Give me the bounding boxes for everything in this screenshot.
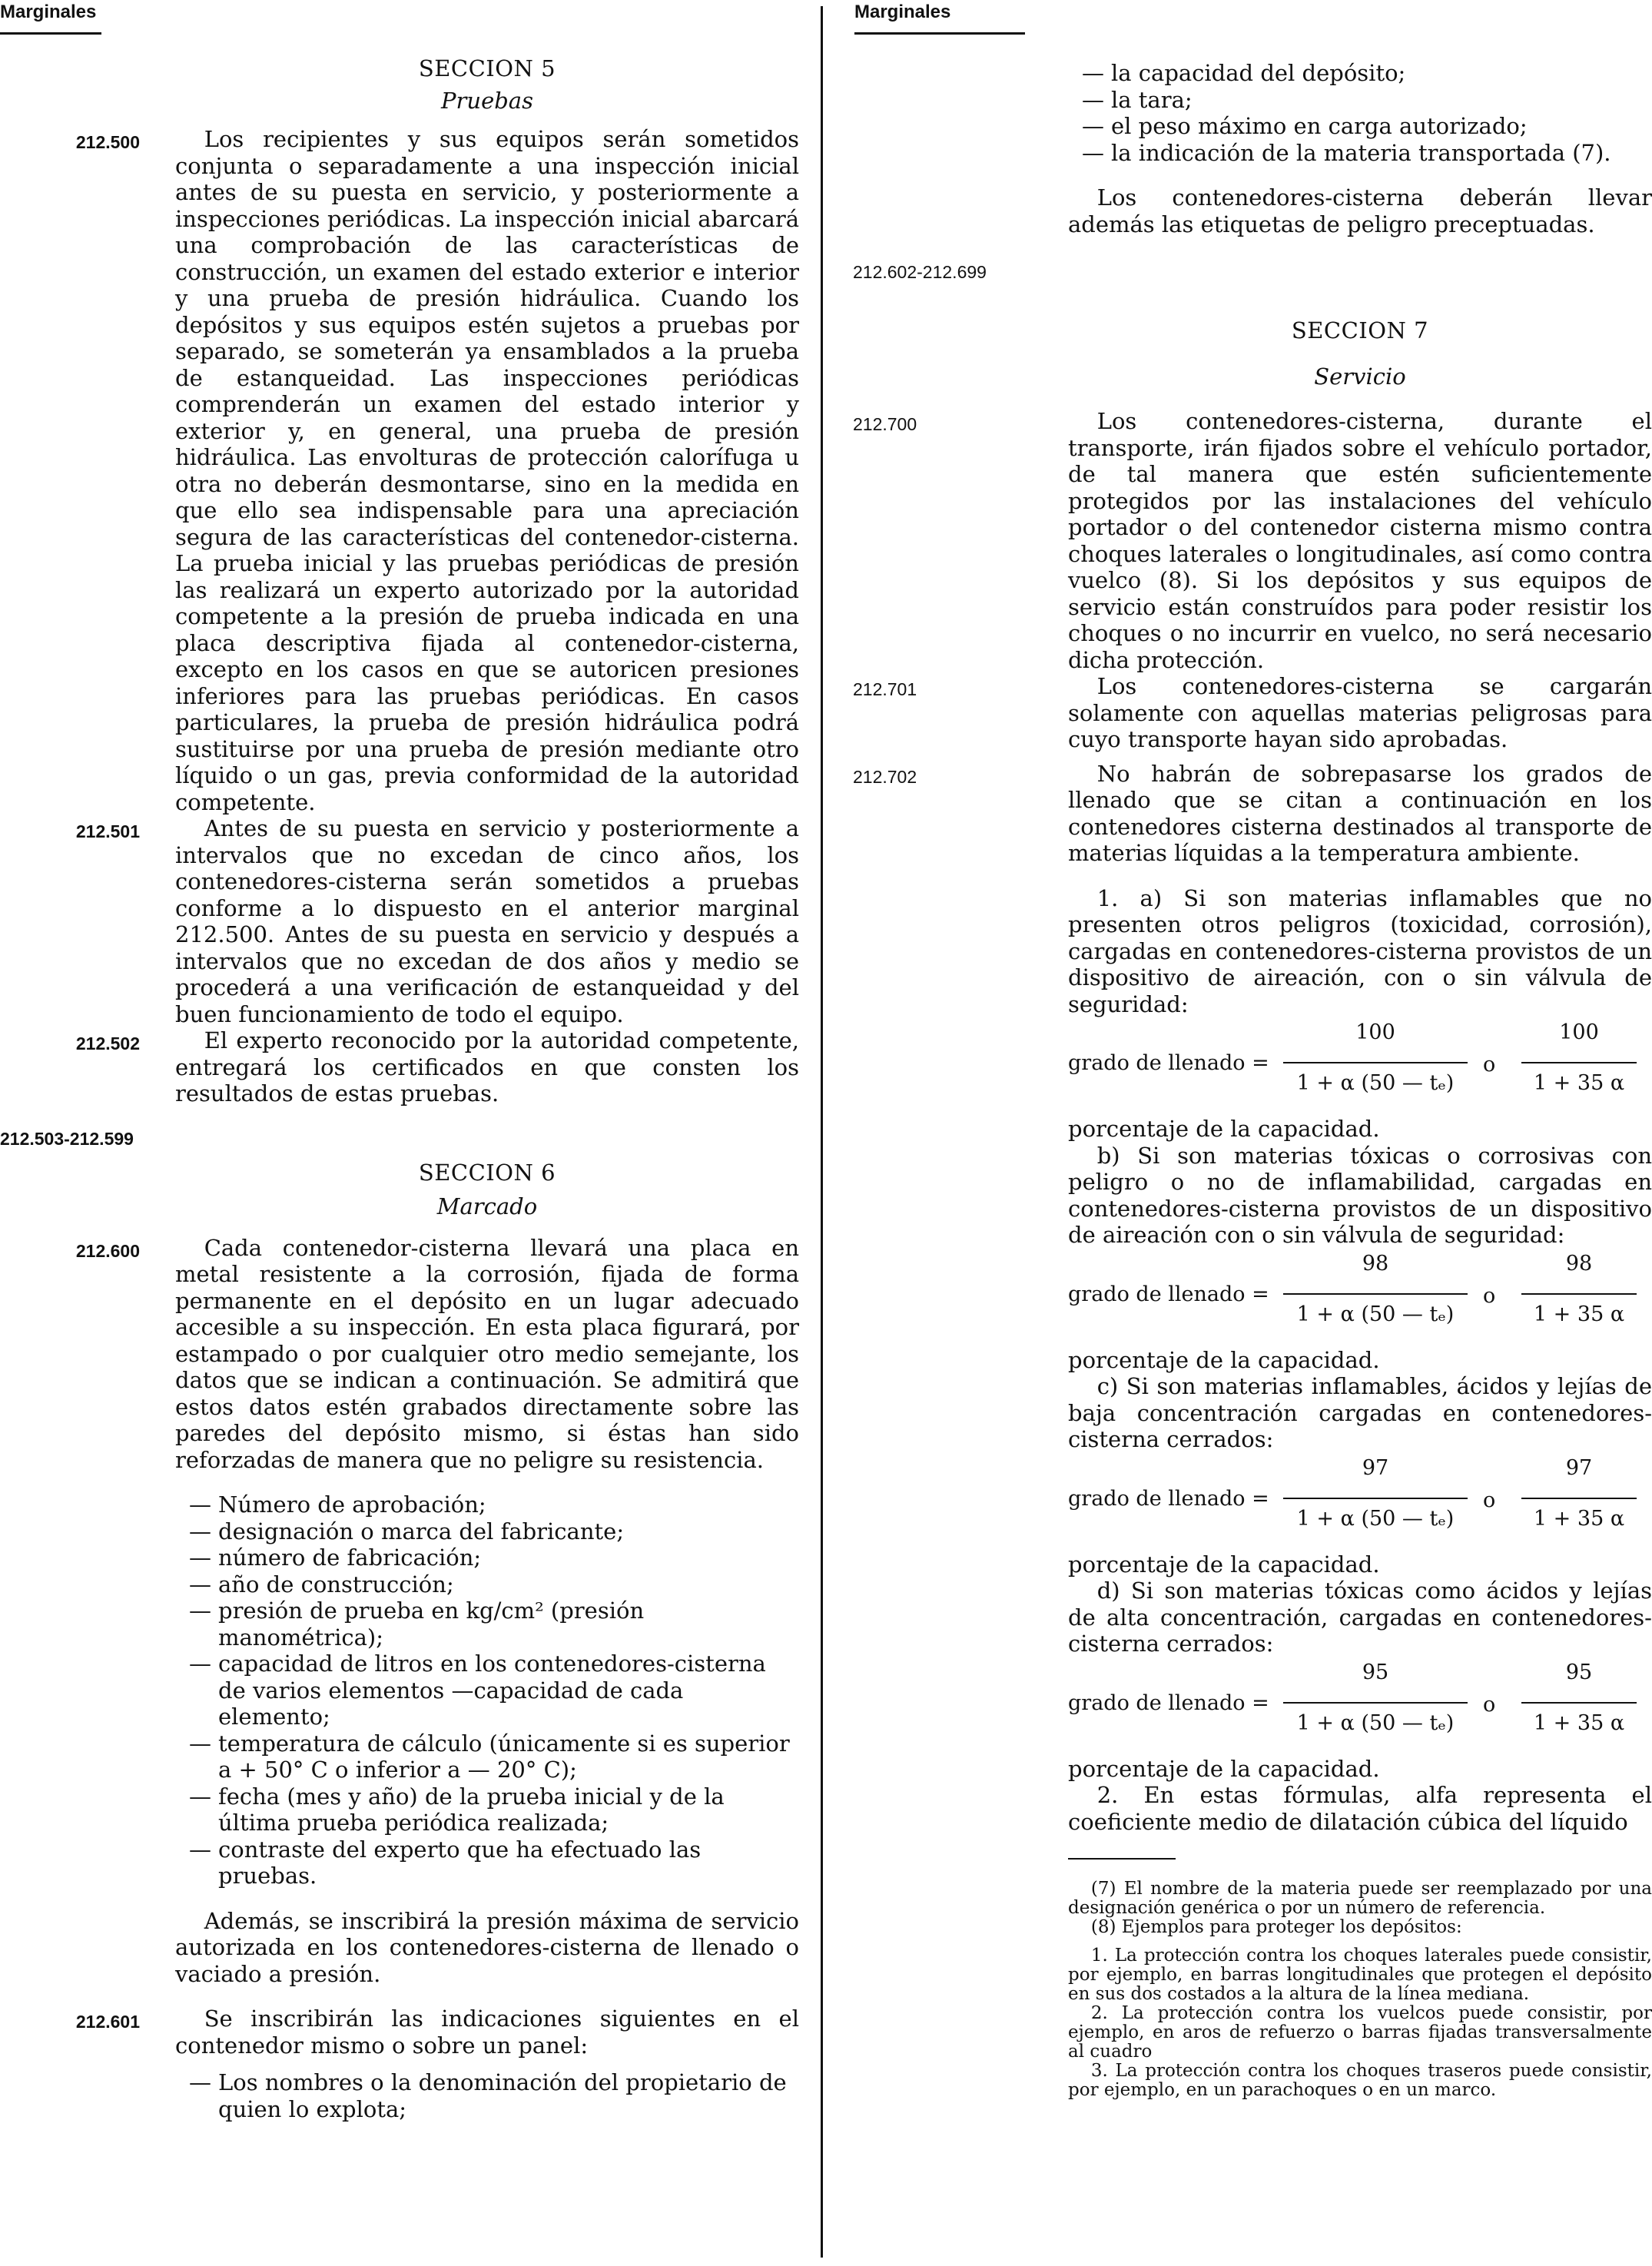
marginal-212-702 bbox=[853, 761, 1652, 867]
section-6-subtitle: Marcado bbox=[436, 1193, 538, 1219]
percentage-label: porcentaje de la capacidad. bbox=[1068, 1551, 1380, 1578]
formula-numerator-2: 95 bbox=[1565, 1660, 1593, 1684]
formula-lhs: grado de llenado = bbox=[1068, 1282, 1269, 1306]
footnote-8: (8) Ejemplos para proteger los depósitos: bbox=[1090, 1917, 1462, 1937]
list-item: — la indicación de la materia transportada (7). bbox=[1082, 140, 1652, 167]
formula-denominator-2: 1 + 35 α bbox=[1533, 1710, 1625, 1735]
left-column bbox=[0, 54, 799, 2122]
formula-numerator-1: 95 bbox=[1362, 1660, 1389, 1684]
footnote-rule bbox=[1068, 1858, 1176, 1860]
column-divider bbox=[821, 6, 823, 2258]
footnote-7: (7) El nombre de la materia puede ser reemplazado por una designación genérica o por un número de referencia. bbox=[1068, 1879, 1652, 1918]
formula-numerator-2: 100 bbox=[1559, 1020, 1599, 1044]
panel-indications-list-continued bbox=[1068, 60, 1652, 166]
formula-or: o bbox=[1483, 1283, 1496, 1308]
footnotes bbox=[1068, 1879, 1652, 2100]
marginal-212-600 bbox=[0, 1235, 799, 1988]
panel-indications-list bbox=[175, 2069, 799, 2122]
marginal-number: 212.700 bbox=[853, 414, 917, 434]
formula-denominator-1: 1 + α (50 — tₑ) bbox=[1296, 1710, 1455, 1735]
fraction-bar bbox=[1521, 1702, 1637, 1704]
section-5-subtitle: Pruebas bbox=[441, 88, 533, 114]
formula-c bbox=[1068, 1453, 1652, 1551]
paragraph-case-b: b) Si son materias tóxicas o corrosivas con peligro o no de inflamabilidad, cargadas en contenedores-cisterna provistos de un dispositivo de aireación con o sin válvula de seguridad: bbox=[1068, 1142, 1652, 1248]
formula-b bbox=[1068, 1249, 1652, 1347]
paragraph-case-a: 1. a) Si son materias inflamables que no presenten otros peligros (toxicidad, corrosión), cargadas en contenedores-cisterna provistos de un dispositivo de aireación, con o sin válvula de seguridad: bbox=[1068, 884, 1652, 1017]
left-marginales-header: Marginales bbox=[0, 2, 97, 22]
formula-denominator-1: 1 + α (50 — tₑ) bbox=[1296, 1302, 1455, 1326]
continued-list-block bbox=[853, 60, 1652, 237]
paragraph-case-c: c) Si son materias inflamables, ácidos y lejías de baja concentración cargadas en contenedores-cisterna cerrados: bbox=[1068, 1373, 1652, 1452]
marginal-number: 212.702 bbox=[853, 766, 917, 787]
fraction-bar bbox=[1521, 1062, 1637, 1063]
list-item: — presión de prueba en kg/cm² (presión manométrica); bbox=[189, 1597, 799, 1651]
percentage-label: porcentaje de la capacidad. bbox=[1068, 1346, 1380, 1373]
marginal-number: 212.701 bbox=[853, 679, 917, 699]
filling-degree-block bbox=[1068, 885, 1652, 2101]
formula-denominator-1: 1 + α (50 — tₑ) bbox=[1296, 1071, 1455, 1095]
formula-lhs: grado de llenado = bbox=[1068, 1690, 1269, 1715]
marginal-number: 212.501 bbox=[75, 821, 140, 841]
formula-numerator-1: 97 bbox=[1362, 1455, 1389, 1480]
formula-numerator-2: 98 bbox=[1565, 1251, 1593, 1276]
percentage-label: porcentaje de la capacidad. bbox=[1068, 1116, 1380, 1142]
paragraph-212-600: Cada contenedor-cisterna llevará una placa en metal resistente a la corrosión, fijada de forma permanente en el depósito en un lugar adecuado accesible a su inspección. En esta placa figurará, por estampado o por cualquier otro medio semejante, los datos que se indican a continuación. Se admitirá que estos datos estén grabados directamente sobre las paredes del depósito mismo, si éstas han sido reforzadas de manera que no peligre su resistencia. bbox=[175, 1234, 799, 1473]
list-item: — número de fabricación; bbox=[189, 1544, 799, 1571]
formula-d bbox=[1068, 1657, 1652, 1756]
formula-lhs: grado de llenado = bbox=[1068, 1486, 1269, 1511]
marginal-212-501 bbox=[0, 815, 799, 1027]
formula-a bbox=[1068, 1017, 1652, 1116]
paragraph-212-600-b: Además, se inscribirá la presión máxima de servicio autorizada en los contenedores-cisterna de llenado o vaciado a presión. bbox=[175, 1907, 799, 1987]
marginal-212-500 bbox=[0, 126, 799, 815]
right-column bbox=[853, 60, 1652, 2100]
paragraph-alpha-definition: 2. En estas fórmulas, alfa representa el coeficiente medio de dilatación cúbica del líquido bbox=[1068, 1782, 1652, 1835]
list-item: — la capacidad del depósito; bbox=[1082, 60, 1652, 87]
paragraph-212-500: Los recipientes y sus equipos serán sometidos conjunta o separadamente a una inspección inicial antes de su puesta en servicio, y posteriormente a inspecciones periódicas. La inspección inicial abarcará una comprobación de las características de construcción, un examen del estado exterior e interior y una prueba de presión hidráulica. Cuando los depósitos y sus equipos estén sujetos a pruebas por separado, se someterán ya ensamblados a la prueba de estanqueidad. Las inspecciones periódicas comprenderán un examen del estado interior y exterior y, en general, una prueba de presión hidráulica. Las envolturas de protección calorífuga u otra no deberán desmontarse, sino en la medida en que ello sea indispensable para una apreciación segura de las características del contenedor-cisterna. La prueba inicial y las pruebas periódicas de presión las realizará un experto autorizado por la autoridad competente a la presión de prueba indicada en una placa descriptiva fijada al contenedor-cisterna, excepto en los casos en que se autoricen presiones inferiores para las pruebas periódicas. En casos particulares, la prueba de presión hidráulica podrá sustituirse por una prueba de presión mediante otro líquido o un gas, previa conformidad de la autoridad competente. bbox=[175, 126, 799, 815]
formula-denominator-2: 1 + 35 α bbox=[1533, 1071, 1625, 1095]
fraction-bar bbox=[1283, 1062, 1468, 1063]
section-7-subtitle: Servicio bbox=[1314, 363, 1406, 390]
list-item: — el peso máximo en carga autorizado; bbox=[1082, 113, 1652, 140]
right-marginales-header: Marginales bbox=[854, 2, 951, 22]
fraction-bar bbox=[1521, 1293, 1637, 1295]
formula-numerator-1: 98 bbox=[1362, 1251, 1389, 1276]
formula-numerator-2: 97 bbox=[1565, 1455, 1593, 1480]
list-item: — contraste del experto que ha efectuado las pruebas. bbox=[189, 1836, 799, 1889]
marginal-212-503-599 bbox=[0, 1123, 799, 1152]
formula-lhs: grado de llenado = bbox=[1068, 1051, 1269, 1075]
paragraph-212-502: El experto reconocido por la autoridad competente, entregará los certificados en que consten los resultados de estas pruebas. bbox=[175, 1027, 799, 1106]
paragraph-case-d: d) Si son materias tóxicas como ácidos y lejías de alta concentración, cargadas en contenedores-cisterna cerrados: bbox=[1068, 1578, 1652, 1657]
footnote-8-item-2: 2. La protección contra los vuelcos puede consistir, por ejemplo, en aros de refuerzo o barras fijadas transversalmente al cuadro bbox=[1068, 2003, 1652, 2062]
fraction-bar bbox=[1283, 1293, 1468, 1295]
formula-denominator-1: 1 + α (50 — tₑ) bbox=[1296, 1506, 1455, 1531]
marginal-number: 212.503-212.599 bbox=[0, 1128, 134, 1149]
fraction-bar bbox=[1283, 1498, 1468, 1499]
marginal-number: 212.502 bbox=[75, 1033, 140, 1053]
formula-denominator-2: 1 + 35 α bbox=[1533, 1506, 1625, 1531]
marginal-212-502 bbox=[0, 1027, 799, 1107]
section-7-title: SECCION 7 bbox=[1291, 317, 1429, 343]
footnote-8-item-3: 3. La protección contra los choques traseros puede consistir, por ejemplo, en un parachoques o en un marco. bbox=[1068, 2061, 1652, 2100]
left-header-rule bbox=[0, 32, 101, 35]
list-item: — Número de aprobación; bbox=[189, 1491, 799, 1518]
formula-denominator-2: 1 + 35 α bbox=[1533, 1302, 1625, 1326]
marginal-number: 212.601 bbox=[75, 2012, 140, 2032]
formula-numerator-1: 100 bbox=[1355, 1020, 1395, 1044]
marginal-number: 212.600 bbox=[75, 1240, 140, 1261]
paragraph-danger-labels: Los contenedores-cisterna deberán llevar además las etiquetas de peligro preceptuadas. bbox=[1068, 184, 1652, 237]
section-5-title: SECCION 5 bbox=[418, 55, 556, 81]
marginal-212-701 bbox=[853, 673, 1652, 753]
fraction-bar bbox=[1521, 1498, 1637, 1499]
paragraph-212-700: Los contenedores-cisterna, durante el transporte, irán fijados sobre el vehículo portador, de tal manera que estén suficientemente protegidos por las instalaciones del vehículo portador o del contenedor cisterna mismo contra choques laterales o longitudinales, así como contra vuelco (8). Si los depósitos y sus equipos de servicio están construídos para poder resistir los choques o no incurrir en vuelco, no será necesario dicha protección. bbox=[1068, 408, 1652, 673]
section-6-title: SECCION 6 bbox=[418, 1159, 556, 1186]
marginal-number: 212.602-212.699 bbox=[853, 262, 987, 282]
formula-or: o bbox=[1483, 1692, 1496, 1717]
list-item: — temperatura de cálculo (únicamente si es superior a + 50° C o inferior a — 20° C); bbox=[189, 1730, 799, 1783]
right-header-rule bbox=[854, 32, 1025, 35]
list-item: — designación o marca del fabricante; bbox=[189, 1518, 799, 1545]
paragraph-212-701: Los contenedores-cisterna se cargarán solamente con aquellas materias peligrosas para cuyo transporte hayan sido aprobadas. bbox=[1068, 673, 1652, 752]
percentage-label: porcentaje de la capacidad. bbox=[1068, 1755, 1380, 1782]
paragraph-212-601: Se inscribirán las indicaciones siguientes en el contenedor mismo o sobre un panel: bbox=[175, 2006, 799, 2059]
marginal-212-700 bbox=[853, 408, 1652, 673]
paragraph-212-702: No habrán de sobrepasarse los grados de llenado que se citan a continuación en los contenedores cisterna destinados al transporte de materias líquidas a la temperatura ambiente. bbox=[1068, 760, 1652, 866]
list-item: — capacidad de litros en los contenedores-cisterna de varios elementos —capacidad de cada elemento; bbox=[189, 1651, 799, 1730]
list-item: — la tara; bbox=[1082, 87, 1652, 114]
marginal-number: 212.500 bbox=[75, 132, 140, 152]
footnote-8-item-1: 1. La protección contra los choques laterales puede consistir, por ejemplo, en barras longitudinales que protegen el depósito en sus dos costados a la altura de la línea mediana. bbox=[1068, 1946, 1652, 2004]
marginal-212-601 bbox=[0, 2006, 799, 2122]
fraction-bar bbox=[1283, 1702, 1468, 1704]
formula-or: o bbox=[1483, 1488, 1496, 1512]
list-item: — fecha (mes y año) de la prueba inicial y de la última prueba periódica realizada; bbox=[189, 1783, 799, 1836]
list-item: — Los nombres o la denominación del propietario de quien lo explota; bbox=[189, 2069, 799, 2122]
formula-or: o bbox=[1483, 1053, 1496, 1077]
plate-data-list bbox=[175, 1491, 799, 1889]
marginal-212-602-699 bbox=[853, 256, 1652, 285]
paragraph-212-501: Antes de su puesta en servicio y posteriormente a intervalos que no excedan de cinco años, los contenedores-cisterna serán sometidos a pruebas conforme a lo dispuesto en el anterior marginal 212.500. Antes de su puesta en servicio y después a intervalos que no excedan de dos años y medio se procederá a una verificación de estanqueidad y del buen funcionamiento de todo el equipo. bbox=[175, 815, 799, 1027]
list-item: — año de construcción; bbox=[189, 1571, 799, 1598]
